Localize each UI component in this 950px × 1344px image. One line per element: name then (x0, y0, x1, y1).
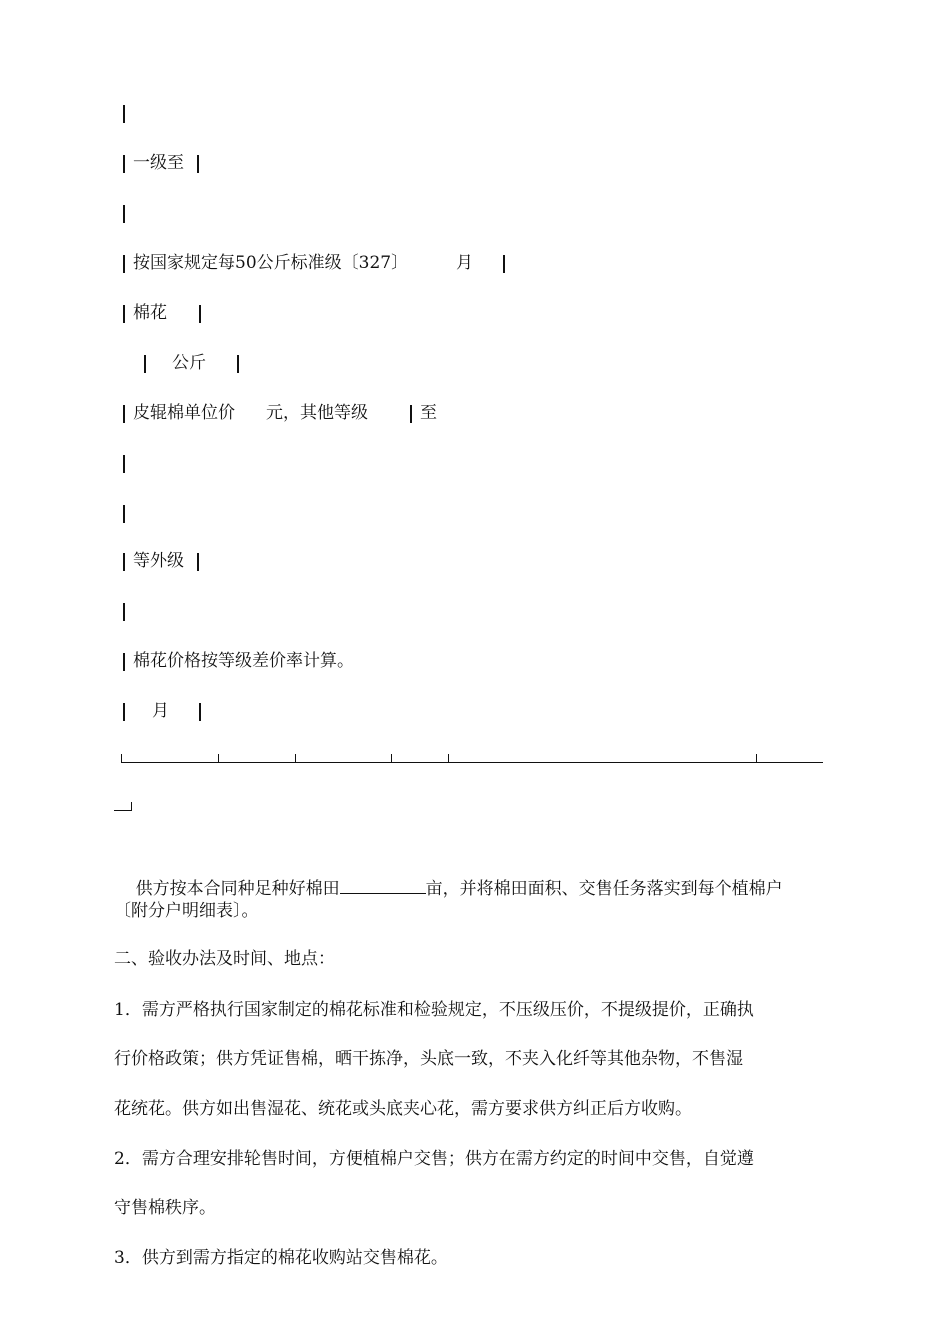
paragraph-text: 亩，并将棉田面积、交售任务落实到每个植棉户 (425, 879, 783, 899)
table-border (123, 603, 125, 621)
table-cell-national-standard: 按国家规定每50公斤标准级〔327〕 (133, 253, 409, 273)
table-border (756, 754, 757, 762)
table-border (123, 105, 125, 123)
table-border (121, 754, 122, 762)
table-border (123, 505, 125, 523)
item-1-line-3: 花统花。供方如出售湿花、统花或头底夹心花，需方要求供方纠正后方收购。 (114, 1099, 692, 1119)
table-border (199, 703, 201, 721)
table-cell-substandard: 等外级 (133, 551, 184, 571)
table-border (448, 754, 449, 762)
table-border (410, 405, 412, 423)
table-cell-month-2: 月 (152, 701, 169, 721)
table-bottom-rule (121, 762, 823, 763)
table-cell-other-grades: 元，其他等级 (266, 403, 368, 423)
table-cell-cotton: 棉花 (133, 303, 167, 323)
item-3-line-1: 3．供方到需方指定的棉花收购站交售棉花。 (114, 1248, 448, 1268)
table-cell-to: 至 (420, 403, 437, 423)
table-cell-kg: 公斤 (172, 353, 206, 373)
item-2-line-2: 守售棉秩序。 (114, 1198, 216, 1218)
table-border (131, 802, 132, 810)
section-heading-2: 二、验收办法及时间、地点： (114, 949, 335, 969)
table-border (199, 305, 201, 323)
paragraph-text: 供方按本合同种足种好棉田 (135, 879, 340, 899)
table-border (123, 653, 125, 671)
item-1-line-1: 1．需方严格执行国家制定的棉花标准和检验规定，不压级压价，不提级提价，正确执 (114, 1000, 754, 1020)
table-bottom-rule (114, 810, 132, 811)
paragraph-planting-cont: 〔附分户明细表〕。 (114, 901, 259, 921)
table-border (123, 455, 125, 473)
table-border (123, 553, 125, 571)
table-border (197, 155, 199, 173)
table-cell-price-rate: 棉花价格按等级差价率计算。 (133, 651, 354, 671)
table-border (144, 355, 146, 373)
item-2-line-1: 2．需方合理安排轮售时间，方便植棉户交售；供方在需方约定的时间中交售，自觉遵 (114, 1149, 754, 1169)
table-cell-grade-one: 一级至 (133, 153, 184, 173)
table-border (237, 355, 239, 373)
table-border (218, 754, 219, 762)
table-border (123, 405, 125, 423)
table-border (123, 305, 125, 323)
table-cell-month: 月 (456, 253, 473, 273)
table-border (123, 255, 125, 273)
table-cell-unit-price: 皮辊棉单位价 (133, 403, 235, 423)
table-border (123, 155, 125, 173)
item-1-line-2: 行价格政策；供方凭证售棉，晒干拣净，头底一致，不夹入化纤等其他杂物，不售湿 (114, 1049, 743, 1069)
blank-field (340, 875, 426, 894)
table-border (503, 255, 505, 273)
table-border (123, 703, 125, 721)
table-border (391, 754, 392, 762)
table-border (197, 553, 199, 571)
table-border (295, 754, 296, 762)
table-border (123, 205, 125, 223)
